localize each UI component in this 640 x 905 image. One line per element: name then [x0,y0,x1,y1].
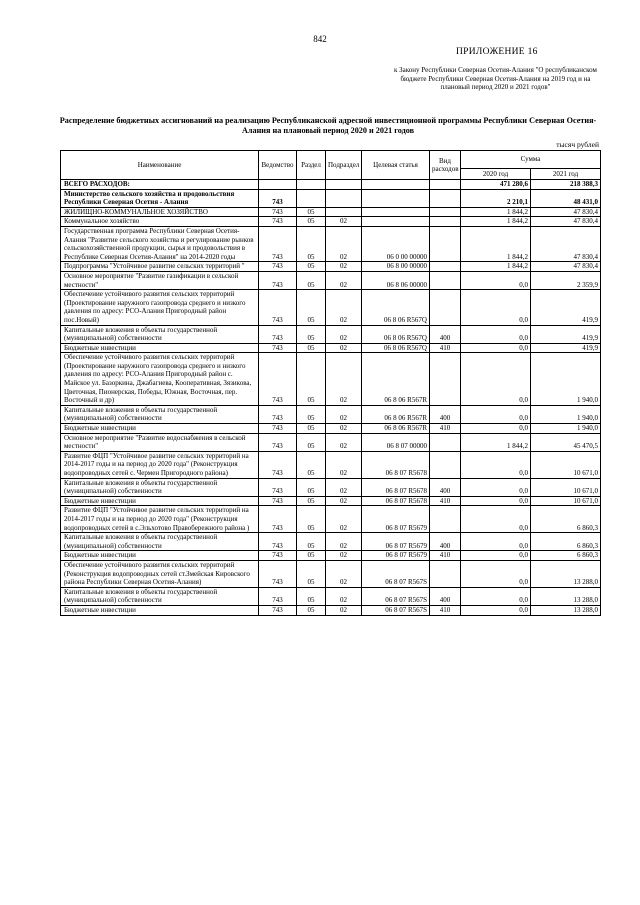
row-expense-type: 410 [430,496,461,506]
table-row [61,587,601,605]
row-section: 05 [297,605,326,615]
row-name: Министерство сельского хозяйства и продовольствия Республики Северная Осетия - Алания [61,189,259,207]
row-sum-2020: 0,0 [461,424,531,434]
row-name: ЖИЛИЩНО-КОММУНАЛЬНОЕ ХОЗЯЙСТВО [61,207,259,217]
row-name: Бюджетные инвестиции [61,605,259,615]
row-target-article [362,207,430,217]
row-sum-2020: 0,0 [461,353,531,406]
row-department: 743 [259,533,297,551]
row-expense-type [430,506,461,533]
page-number: 842 [313,34,327,44]
row-department: 743 [259,189,297,207]
row-expense-type [430,433,461,451]
header-name: Наименование [61,151,259,180]
row-sum-2020: 1 844,2 [461,217,531,227]
row-name: Обеспечение устойчивого развития сельских территорий (Проектирование наружного газопровода среднего и низкого давления по адресу: РСО-Алания Пригородный район пос.Новый) [61,290,259,325]
row-expense-type [430,353,461,406]
row-sum-2021: 1 940,0 [531,405,601,423]
row-expense-type: 400 [430,405,461,423]
row-sum-2021: 47 830,4 [531,262,601,272]
row-department: 743 [259,290,297,325]
row-sum-2020: 1 844,2 [461,207,531,217]
row-section: 05 [297,353,326,406]
row-sum-2020: 0,0 [461,343,531,353]
row-target-article: 06 8 00 00000 [362,262,430,272]
row-name: Бюджетные инвестиции [61,343,259,353]
row-subsection: 02 [326,478,362,496]
budget-table [60,150,601,616]
row-target-article: 06 8 07 R5679 [362,506,430,533]
row-target-article: 06 8 06 R567Q [362,325,430,343]
row-name: Капитальные вложения в объекты государственной (муниципальной) собственности [61,533,259,551]
row-department: 743 [259,560,297,587]
row-expense-type [430,560,461,587]
row-name: Бюджетные инвестиции [61,496,259,506]
row-section: 05 [297,405,326,423]
row-target-article: 06 8 06 R567R [362,424,430,434]
row-sum-2021: 1 940,0 [531,353,601,406]
table-row [61,560,601,587]
row-target-article: 06 8 07 R5679 [362,533,430,551]
table-row [61,180,601,190]
row-target-article [362,217,430,227]
row-subsection [326,207,362,217]
table-row [61,271,601,289]
row-expense-type [430,290,461,325]
row-department: 743 [259,496,297,506]
row-department: 743 [259,551,297,561]
row-section: 05 [297,217,326,227]
row-department: 743 [259,207,297,217]
law-reference: к Закону Республики Северная Осетия-Алания "О республиканском бюджете Республики Северная Осетия-Алания на 2019 год и на плановый период 2020 и 2021 годов" [394,66,597,92]
row-subsection: 02 [326,496,362,506]
table-row [61,262,601,272]
row-section: 05 [297,560,326,587]
table-row [61,605,601,615]
row-expense-type [430,262,461,272]
row-target-article: 06 8 07 R567S [362,587,430,605]
row-name: Капитальные вложения в объекты государственной (муниципальной) собственности [61,587,259,605]
row-name: Обеспечение устойчивого развития сельских территорий (Проектирование наружного газопровода среднего и низкого давления по адресу: РСО-Алания Пригородный район с. Майское ул. Базоркина, Джабагиева, Кооперативная, Зязикова, Цветочная, Пионерская, Победы, Южная, Восточная, пер. Восточный и др) [61,353,259,406]
row-subsection: 02 [326,262,362,272]
row-section: 05 [297,325,326,343]
row-name: Основное мероприятие "Развитие газификации в сельской местности" [61,271,259,289]
table-row [61,343,601,353]
row-expense-type: 400 [430,325,461,343]
row-department: 743 [259,343,297,353]
table-row [61,325,601,343]
row-subsection: 02 [326,405,362,423]
row-department: 743 [259,262,297,272]
header-subsection: Подраздел [326,151,362,180]
row-sum-2021: 419,9 [531,325,601,343]
header-target-article: Целевая статья [362,151,430,180]
row-section [297,180,326,190]
row-department: 743 [259,217,297,227]
row-subsection [326,180,362,190]
row-target-article: 06 8 06 R567R [362,353,430,406]
row-expense-type [430,226,461,261]
row-subsection: 02 [326,587,362,605]
row-subsection: 02 [326,217,362,227]
row-name: Развитие ФЦП "Устойчивое развитие сельских территорий на 2014-2017 годы и на период до 2020 года" (Реконструкция водопроводных сетей в с.Эльхотово Правобережного района ) [61,506,259,533]
row-sum-2021: 10 671,0 [531,451,601,478]
row-department: 743 [259,226,297,261]
row-sum-2021: 419,9 [531,290,601,325]
row-department: 743 [259,271,297,289]
header-year-2020: 2020 год [461,169,531,180]
header-sum: Сумма [461,151,601,169]
row-subsection: 02 [326,605,362,615]
row-department: 743 [259,451,297,478]
document-title: Распределение бюджетных ассигнований на реализацию Республиканской адресной инвестиционной программы Республики Северная Осетия-Алания на плановый период 2020 и 2021 годов [59,116,597,135]
row-name: Капитальные вложения в объекты государственной (муниципальной) собственности [61,405,259,423]
table-row [61,478,601,496]
row-expense-type [430,271,461,289]
row-expense-type [430,180,461,190]
row-sum-2021: 47 830,4 [531,217,601,227]
table-row [61,189,601,207]
row-target-article: 06 8 07 00000 [362,433,430,451]
row-name: Капитальные вложения в объекты государственной (муниципальной) собственности [61,478,259,496]
row-target-article: 06 8 06 00000 [362,271,430,289]
row-target-article: 06 8 07 R5679 [362,551,430,561]
row-subsection: 02 [326,551,362,561]
row-section [297,189,326,207]
row-department: 743 [259,478,297,496]
row-sum-2020: 0,0 [461,271,531,289]
row-sum-2021: 47 830,4 [531,207,601,217]
row-sum-2021: 13 288,0 [531,605,601,615]
row-subsection: 02 [326,325,362,343]
table-row [61,496,601,506]
row-sum-2020: 2 210,1 [461,189,531,207]
row-sum-2020: 1 844,2 [461,262,531,272]
row-name: Подпрограмма "Устойчивое развитие сельских территорий " [61,262,259,272]
row-department: 743 [259,605,297,615]
row-expense-type [430,451,461,478]
row-section: 05 [297,226,326,261]
row-subsection: 02 [326,290,362,325]
row-sum-2020: 0,0 [461,560,531,587]
row-expense-type: 400 [430,587,461,605]
row-subsection: 02 [326,451,362,478]
row-section: 05 [297,424,326,434]
row-expense-type: 410 [430,424,461,434]
row-department: 743 [259,587,297,605]
row-sum-2021: 1 940,0 [531,424,601,434]
table-row [61,506,601,533]
row-subsection [326,189,362,207]
row-sum-2020: 0,0 [461,605,531,615]
row-sum-2020: 0,0 [461,478,531,496]
row-name: Бюджетные инвестиции [61,551,259,561]
row-section: 05 [297,433,326,451]
row-sum-2021: 45 470,5 [531,433,601,451]
row-sum-2021: 10 671,0 [531,496,601,506]
row-sum-2021: 6 860,3 [531,533,601,551]
row-target-article: 06 8 06 R567Q [362,343,430,353]
row-sum-2020: 0,0 [461,587,531,605]
row-sum-2021: 218 388,3 [531,180,601,190]
row-department: 743 [259,506,297,533]
row-subsection: 02 [326,271,362,289]
row-sum-2021: 47 830,4 [531,226,601,261]
row-target-article [362,180,430,190]
row-target-article: 06 8 07 R567S [362,560,430,587]
units-label: тысяч рублей [556,140,599,149]
row-expense-type [430,207,461,217]
table-row [61,353,601,406]
row-target-article: 06 0 00 00000 [362,226,430,261]
row-department: 743 [259,424,297,434]
header-expense-type: Вид расходов [430,151,461,180]
row-subsection: 02 [326,353,362,406]
table-row [61,207,601,217]
row-expense-type: 410 [430,605,461,615]
row-target-article: 06 8 06 R567R [362,405,430,423]
row-section: 05 [297,262,326,272]
row-name: Коммунальное хозяйство [61,217,259,227]
row-name: Основное мероприятие "Развитие водоснабжения в сельской местности" [61,433,259,451]
row-name: Государственная программа Республики Северная Осетия-Алания "Развитие сельского хозяйства и регулирование рынков сельскохозяйственной продукции, сырья и продовольствия в Республике Северная Осетия-Алания" на 2014-2020 годы [61,226,259,261]
row-sum-2021: 48 431,0 [531,189,601,207]
row-expense-type: 410 [430,551,461,561]
row-expense-type [430,189,461,207]
row-sum-2021: 10 671,0 [531,478,601,496]
table-row [61,533,601,551]
row-subsection: 02 [326,533,362,551]
row-target-article: 06 8 07 R5678 [362,451,430,478]
table-row [61,217,601,227]
row-subsection: 02 [326,433,362,451]
row-sum-2021: 2 359,9 [531,271,601,289]
row-department: 743 [259,433,297,451]
appendix-label: ПРИЛОЖЕНИЕ 16 [456,47,538,57]
row-target-article: 06 8 07 R5678 [362,496,430,506]
table-row [61,451,601,478]
row-expense-type [430,217,461,227]
row-target-article: 06 8 07 R567S [362,605,430,615]
row-sum-2021: 13 288,0 [531,560,601,587]
row-sum-2020: 471 280,6 [461,180,531,190]
row-section: 05 [297,290,326,325]
row-section: 05 [297,506,326,533]
row-subsection: 02 [326,506,362,533]
row-sum-2020: 1 844,2 [461,226,531,261]
row-section: 05 [297,451,326,478]
row-expense-type: 410 [430,343,461,353]
row-section: 05 [297,496,326,506]
table-row [61,290,601,325]
table-body [61,180,601,616]
row-expense-type: 400 [430,533,461,551]
row-sum-2020: 0,0 [461,325,531,343]
row-section: 05 [297,478,326,496]
row-name: Капитальные вложения в объекты государственной (муниципальной) собственности [61,325,259,343]
row-section: 05 [297,587,326,605]
row-section: 05 [297,271,326,289]
header-department: Ведомство [259,151,297,180]
table-row [61,433,601,451]
header-year-2021: 2021 год [531,169,601,180]
header-section: Раздел [297,151,326,180]
row-sum-2021: 6 860,3 [531,506,601,533]
table-row [61,551,601,561]
row-department: 743 [259,405,297,423]
row-name: Обеспечение устойчивого развития сельских территорий (Реконструкция водопроводных сетей ст.Змейская Кировского района Республики Северная Осетия-Алания) [61,560,259,587]
row-subsection: 02 [326,424,362,434]
row-sum-2020: 0,0 [461,290,531,325]
row-sum-2020: 0,0 [461,551,531,561]
row-expense-type: 400 [430,478,461,496]
row-subsection: 02 [326,560,362,587]
row-department: 743 [259,325,297,343]
row-name: Развитие ФЦП "Устойчивое развитие сельских территорий на 2014-2017 годы и на период до 2020 года" (Реконструкция водопроводных сетей с. Чермен Пригородного района) [61,451,259,478]
table-row [61,405,601,423]
row-section: 05 [297,207,326,217]
row-name: Бюджетные инвестиции [61,424,259,434]
row-subsection: 02 [326,343,362,353]
row-department [259,180,297,190]
row-name: ВСЕГО РАСХОДОВ: [61,180,259,190]
row-sum-2020: 1 844,2 [461,433,531,451]
row-target-article [362,189,430,207]
row-target-article: 06 8 07 R5678 [362,478,430,496]
row-section: 05 [297,343,326,353]
row-target-article: 06 8 06 R567Q [362,290,430,325]
table-row [61,226,601,261]
row-sum-2021: 419,9 [531,343,601,353]
row-sum-2020: 0,0 [461,533,531,551]
row-department: 743 [259,353,297,406]
table-header [61,151,601,180]
row-section: 05 [297,533,326,551]
row-sum-2021: 6 860,3 [531,551,601,561]
row-sum-2020: 0,0 [461,506,531,533]
row-sum-2021: 13 288,0 [531,587,601,605]
row-sum-2020: 0,0 [461,496,531,506]
row-subsection: 02 [326,226,362,261]
row-section: 05 [297,551,326,561]
row-sum-2020: 0,0 [461,451,531,478]
table-row [61,424,601,434]
row-sum-2020: 0,0 [461,405,531,423]
